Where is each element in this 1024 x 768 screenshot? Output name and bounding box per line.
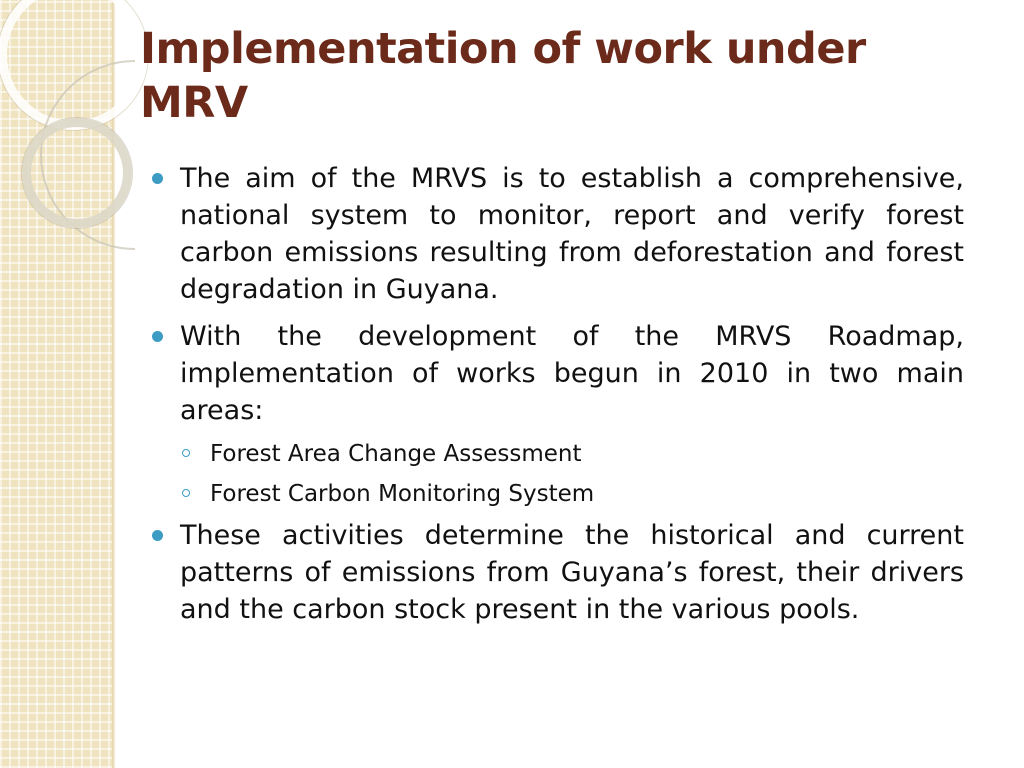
bullet-item: [150, 517, 964, 628]
bullet-item: [150, 318, 964, 429]
sub-bullet-list: [150, 437, 964, 511]
bullet-dot-icon: [152, 530, 163, 541]
bullet-dot-icon: [152, 173, 163, 184]
slide-title: Implementation of work under MRV: [140, 24, 866, 128]
slide-content: [150, 160, 964, 638]
sub-bullet-circle-icon: [182, 449, 190, 457]
bullet-text: These activities determine the historical and current patterns of emissions from Guyana’s forest, their drivers and the carbon stock present in the various pools.: [180, 520, 964, 625]
bullet-text: With the development of the MRVS Roadmap, implementation of works begun in 2010 in two main areas:: [180, 321, 964, 426]
bullet-item: [150, 160, 964, 308]
bullet-dot-icon: [152, 331, 163, 342]
sub-bullet-text: Forest Carbon Monitoring System: [210, 481, 595, 507]
sub-bullet-text: Forest Area Change Assessment: [210, 441, 582, 467]
sub-bullet-circle-icon: [182, 489, 190, 497]
decorative-ring-middle: [22, 118, 132, 228]
bullet-text: The aim of the MRVS is to establish a comprehensive, national system to monitor, report and verify forest carbon emissions resulting from deforestation and forest degradation in Guyana.: [180, 163, 964, 305]
sub-bullet-item: [182, 437, 964, 471]
sub-bullet-item: [182, 477, 964, 511]
